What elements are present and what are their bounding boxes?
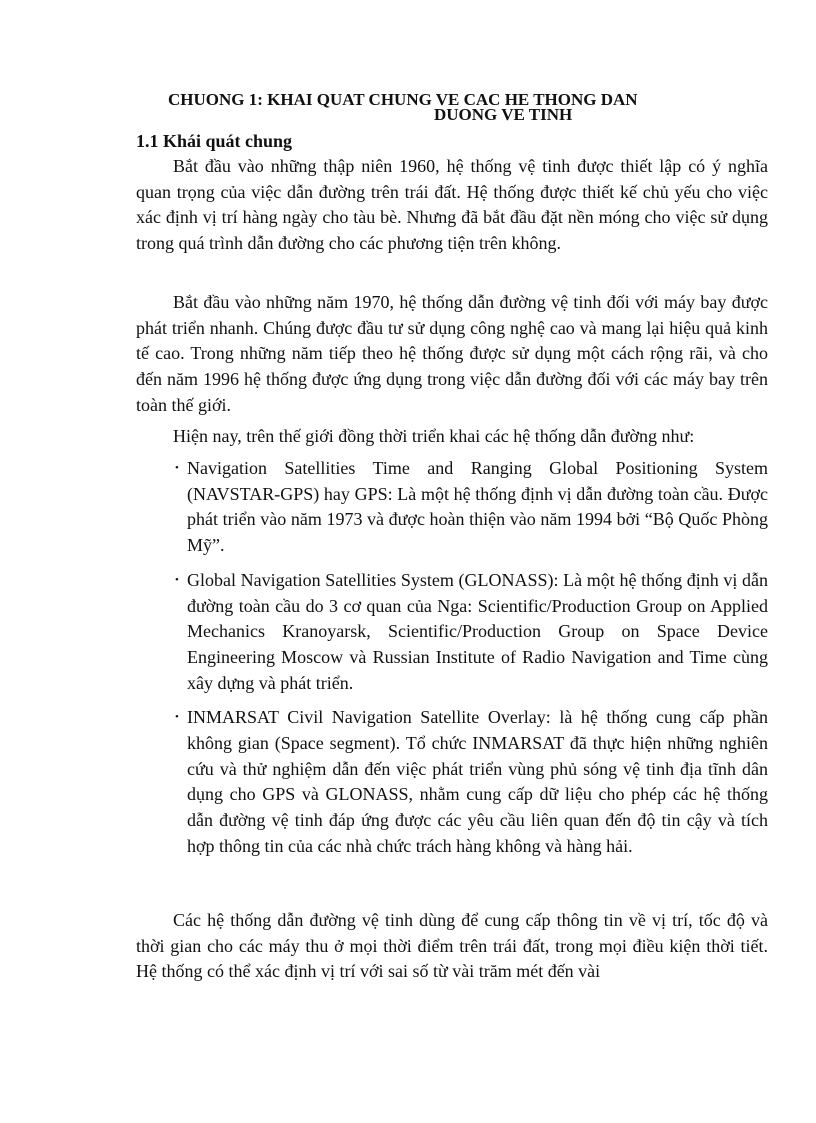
paragraph-intro-systems: Hiện nay, trên thế giới đồng thời triển khai các hệ thống dẫn đường như: [173, 426, 695, 446]
systems-list [136, 456, 768, 860]
paragraph-history-1960s: Bắt đầu vào những thập niên 1960, hệ thống vệ tinh được thiết lập có ý nghĩa quan trọng của việc dẫn đường trên trái đất. Hệ thống được thiết kế chủ yếu cho việc xác định vị trí hàng ngày cho tàu bè. Nhưng đã bắt đầu đặt nền móng cho việc sử dụng trong quá trình dẫn đường cho các phương tiện trên không. [136, 156, 768, 254]
list-item-text: Navigation Satellities Time and Ranging Global Positioning System (NAVSTAR-GPS) hay GPS: Là một hệ thống định vị dẫn đường toàn cầu. Được phát triển vào năm 1973 và được hoàn thiện vào năm 1994 bởi “Bộ Quốc Phòng Mỹ”. [187, 458, 768, 556]
bullet-icon: • [175, 573, 179, 586]
list-item-text: INMARSAT Civil Navigation Satellite Overlay: là hệ thống cung cấp phần không gian (Space segment). Tổ chức INMARSAT đã thực hiện những nghiên cứu và thử nghiệm dẫn đến việc phát triển vùng phủ sóng vệ tinh địa tĩnh dân dụng cho GPS và GLONASS, nhằm cung cấp dữ liệu cho phép các hệ thống dẫn đường vệ tinh đáp ứng được các yêu cầu liên quan đến độ tin cậy và tích hợp thông tin của các nhà chức trách hàng không và hàng hải. [187, 707, 768, 856]
list-item-text: Global Navigation Satellities System (GLONASS): Là một hệ thống định vị dẫn đường toàn cầu do 3 cơ quan của Nga: Scientific/Production Group on Applied Mechanics Kranoyarsk, Scientific/Production Group on Space Device Engineering Moscow và Russian Institute of Radio Navigation and Time cùng xây dựng và phát triển. [187, 569, 768, 693]
bullet-icon: • [175, 711, 179, 724]
list-item [136, 568, 768, 697]
paragraph-satellite-navigation-usage: Các hệ thống dẫn đường vệ tinh dùng để cung cấp thông tin về vị trí, tốc độ và thời gian cho các máy thu ở mọi thời điểm trên trái đất, trong mọi điều kiện thời tiết. Hệ thống có thể xác định vị trí với sai số từ vài trăm mét đến vài [136, 910, 768, 982]
list-item [136, 705, 768, 859]
chapter-title: CHUONG 1: KHAI QUAT CHUNG VE CAC HE THONG DAN [168, 90, 638, 109]
bullet-icon: • [175, 462, 179, 474]
chapter-title-continuation: DUONG VE TINH [434, 105, 573, 124]
paragraph-history-1970s: Bắt đầu vào những năm 1970, hệ thống dẫn đường vệ tinh đối với máy bay được phát triển nhanh. Chúng được đầu tư sử dụng công nghệ cao và mang lại hiệu quả kinh tế cao. Trong những năm tiếp theo hệ thống được sử dụng một cách rộng rãi, và cho đến năm 1996 hệ thống được ứng dụng trong việc dẫn đường đối với các máy bay trên toàn thế giới. [136, 292, 768, 415]
list-item [136, 456, 768, 559]
section-heading: 1.1 Khái quát chung [136, 131, 293, 151]
